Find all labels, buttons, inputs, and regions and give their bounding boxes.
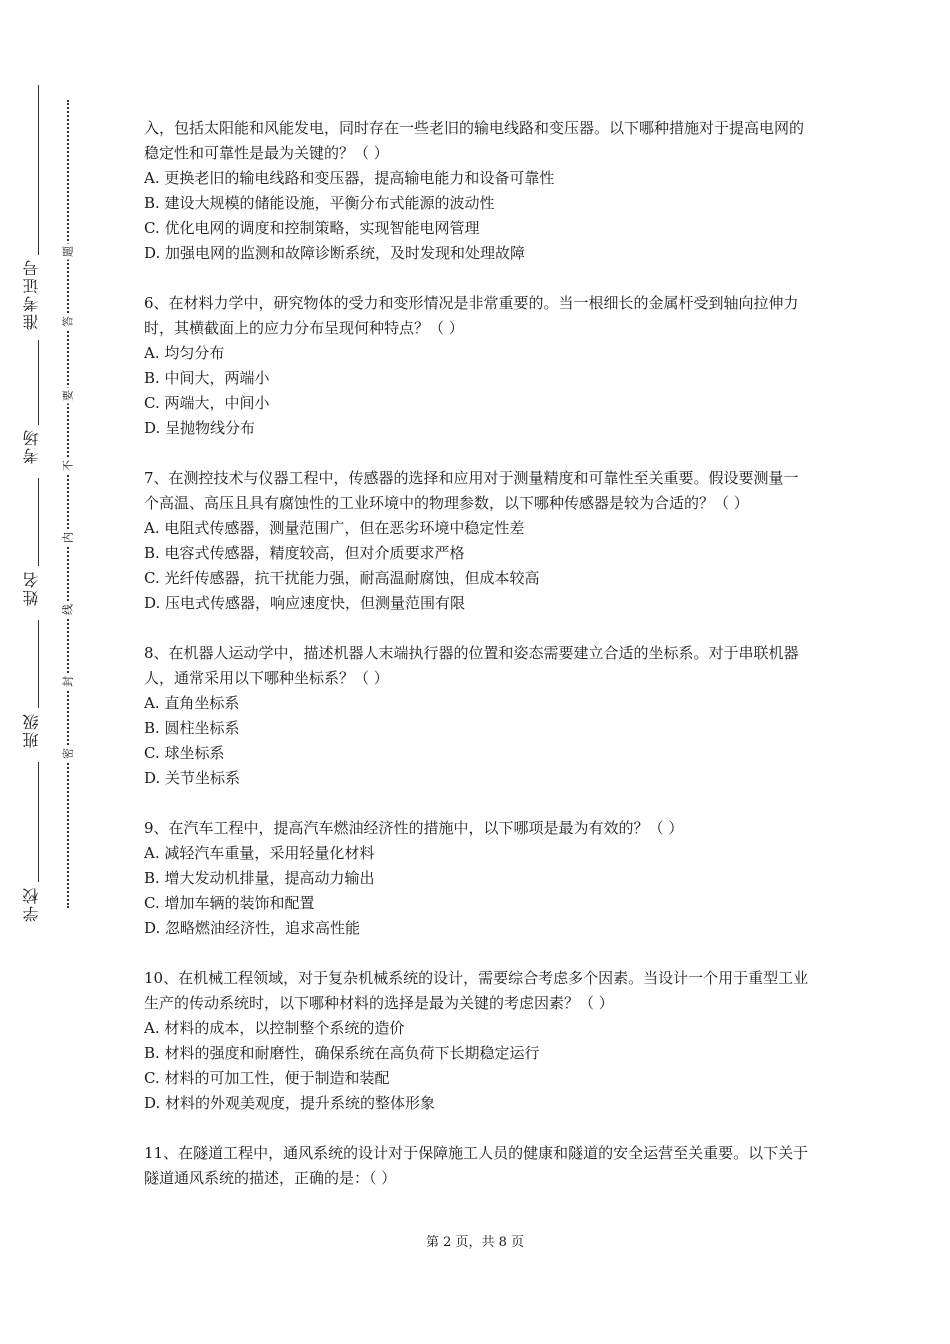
field-line-exam-room xyxy=(38,340,39,425)
option-c: C. 两端大，中间小 xyxy=(144,394,270,412)
seal-char-6: 线 xyxy=(63,602,74,618)
question-10 xyxy=(144,966,812,1116)
question-6 xyxy=(144,291,812,441)
question-11 xyxy=(144,1141,812,1191)
option-a: A. 电阻式传感器，测量范围广，但在恶劣环境中稳定性差 xyxy=(144,519,525,537)
question-7 xyxy=(144,466,812,616)
seal-char-2: 答 xyxy=(63,314,74,330)
question-5-continued xyxy=(144,116,812,266)
option-c: C. 材料的可加工性，便于制造和装配 xyxy=(144,1069,390,1087)
option-a: A. 更换老旧的输电线路和变压器，提高输电能力和设备可靠性 xyxy=(144,169,555,187)
field-label-class: 班级 xyxy=(22,712,41,748)
field-label-school: 学校 xyxy=(22,886,41,922)
question-stem: 10、在机械工程领域，对于复杂机械系统的设计，需要综合考虑多个因素。当设计一个用于重型工业生产的传动系统时，以下哪种材料的选择是最为关键的考虑因素？（ ） xyxy=(144,969,809,1012)
seal-char-7: 封 xyxy=(63,674,74,690)
option-c: C. 球坐标系 xyxy=(144,744,225,762)
seal-char-3: 要 xyxy=(63,388,74,404)
question-9 xyxy=(144,816,812,941)
option-d: D. 关节坐标系 xyxy=(144,769,241,787)
question-list xyxy=(144,116,812,1216)
question-stem: 入，包括太阳能和风能发电，同时存在一些老旧的输电线路和变压器。以下哪种措施对于提高电网的稳定性和可靠性是最为关键的？（ ） xyxy=(144,119,805,162)
option-b: B. 中间大，两端小 xyxy=(144,369,270,387)
seal-char-4: 不 xyxy=(63,458,74,474)
option-c: C. 增加车辆的装饰和配置 xyxy=(144,894,315,912)
option-d: D. 材料的外观美观度，提升系统的整体形象 xyxy=(144,1094,436,1112)
option-d: D. 加强电网的监测和故障诊断系统，及时发现和处理故障 xyxy=(144,244,526,262)
question-stem: 8、在机器人运动学中，描述机器人末端执行器的位置和姿态需要建立合适的坐标系。对于串联机器人，通常采用以下哪种坐标系？（ ） xyxy=(144,644,799,687)
seal-char-1: 题 xyxy=(63,244,74,260)
binding-margin xyxy=(0,0,110,1344)
question-stem: 11、在隧道工程中，通风系统的设计对于保障施工人员的健康和隧道的安全运营至关重要。以下关于隧道通风系统的描述，正确的是：（ ） xyxy=(144,1144,809,1187)
option-b: B. 圆柱坐标系 xyxy=(144,719,240,737)
option-b: B. 建设大规模的储能设施，平衡分布式能源的波动性 xyxy=(144,194,495,212)
field-label-name: 姓名 xyxy=(22,570,41,606)
seal-char-5: 内 xyxy=(63,530,74,546)
field-line-exam-number xyxy=(38,85,39,255)
option-b: B. 增大发动机排量，提高动力输出 xyxy=(144,869,375,887)
seal-char-8: 密 xyxy=(63,746,74,762)
option-b: B. 电容式传感器，精度较高，但对介质要求严格 xyxy=(144,544,465,562)
option-a: A. 直角坐标系 xyxy=(144,694,240,712)
option-c: C. 优化电网的调度和控制策略，实现智能电网管理 xyxy=(144,219,480,237)
seal-dotted-line xyxy=(67,100,69,908)
option-c: C. 光纤传感器，抗干扰能力强，耐高温耐腐蚀，但成本较高 xyxy=(144,569,540,587)
question-8 xyxy=(144,641,812,791)
page-footer: 第 2 页，共 8 页 xyxy=(425,1235,525,1250)
option-d: D. 呈抛物线分布 xyxy=(144,419,256,437)
field-label-exam-room: 考场 xyxy=(22,428,41,464)
option-d: D. 压电式传感器，响应速度快，但测量范围有限 xyxy=(144,594,466,612)
option-d: D. 忽略燃油经济性，追求高性能 xyxy=(144,919,361,937)
option-b: B. 材料的强度和耐磨性，确保系统在高负荷下长期稳定运行 xyxy=(144,1044,540,1062)
question-stem: 7、在测控技术与仪器工程中，传感器的选择和应用对于测量精度和可靠性至关重要。假设要测量一个高温、高压且具有腐蚀性的工业环境中的物理参数，以下哪种传感器是较为合适的？（ ） xyxy=(144,469,799,512)
question-stem: 9、在汽车工程中，提高汽车燃油经济性的措施中，以下哪项是最为有效的？（ ） xyxy=(144,819,684,837)
option-a: A. 减轻汽车重量，采用轻量化材料 xyxy=(144,844,375,862)
field-line-name xyxy=(38,478,39,566)
field-line-class xyxy=(38,620,39,708)
option-a: A. 材料的成本，以控制整个系统的造价 xyxy=(144,1019,405,1037)
field-label-exam-number: 准考证号 xyxy=(22,258,41,330)
field-line-school xyxy=(38,762,39,882)
question-stem: 6、在材料力学中，研究物体的受力和变形情况是非常重要的。当一根细长的金属杆受到轴向拉伸力时，其横截面上的应力分布呈现何种特点？（ ） xyxy=(144,294,799,337)
option-a: A. 均匀分布 xyxy=(144,344,225,362)
